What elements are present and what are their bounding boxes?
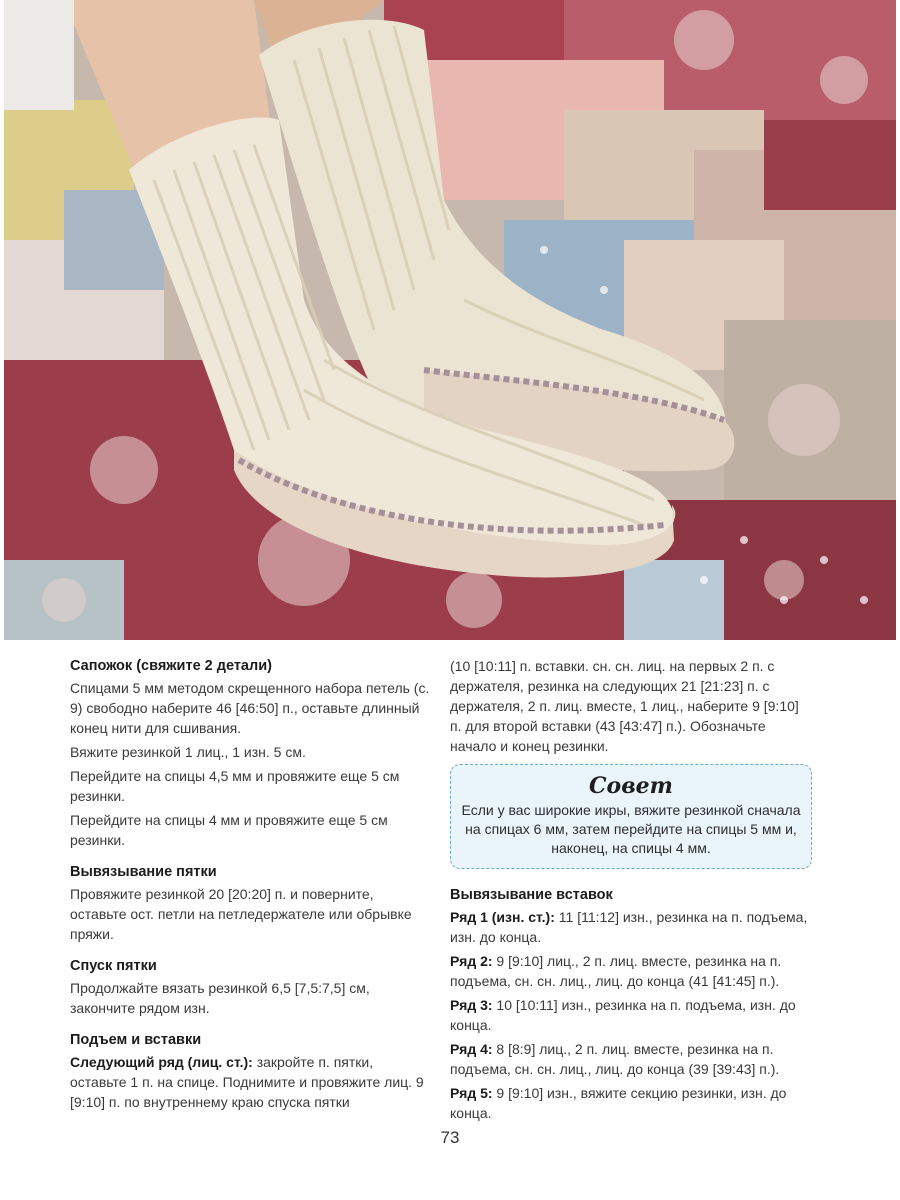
tip-box	[450, 764, 812, 869]
paragraph	[70, 1052, 430, 1112]
row-text: 8 [8:9] лиц., 2 п. лиц. вместе, резинка на п. подъема, сн. сн. лиц., лиц. до конца (39 [39:43] п.).	[450, 1041, 780, 1077]
left-column	[70, 656, 430, 1116]
section-title-heel: Вывязывание пятки	[70, 864, 217, 880]
paragraph: Продолжайте вязать резинкой 6,5 [7,5:7,5] см, закончите рядом изн.	[70, 980, 370, 1016]
row-text: 10 [10:11] изн., резинка на п. подъема, изн. до конца.	[450, 997, 796, 1033]
photo-illustration	[4, 0, 896, 640]
tip-title: Совет	[589, 773, 673, 799]
row-label: Ряд 2:	[450, 953, 493, 969]
section-title-boot: Сапожок (свяжите 2 детали)	[70, 658, 272, 674]
row-text: 9 [9:10] лиц., 2 п. лиц. вместе, резинка на п. подъема, сн. сн. лиц., лиц. до конца (41 [41:45] п.).	[450, 953, 782, 989]
row-1	[450, 907, 812, 947]
tip-text: Если у вас широкие икры, вяжите резинкой сначала на спицах 6 мм, затем перейдите на спицы 5 мм и, наконец, на спицы 4 мм.	[461, 802, 801, 856]
section-title-heel-turn: Спуск пятки	[70, 958, 157, 974]
page-number: 73	[440, 1128, 460, 1147]
row-label: Ряд 3:	[450, 997, 493, 1013]
section-title-gussets: Вывязывание вставок	[450, 887, 613, 903]
row-text: 9 [9:10] изн., вяжите секцию резинки, изн. до конца.	[450, 1085, 787, 1121]
row-text: 11 [11:12] изн., резинка на п. подъема, изн. до конца.	[450, 909, 808, 945]
row-label: Ряд 1 (изн. ст.):	[450, 909, 555, 925]
paragraph: Спицами 5 мм методом скрещенного набора петель (с. 9) свободно наберите 46 [46:50] п., оставьте длинный конец нити для сшивания.	[70, 680, 430, 736]
row-text: закройте п. пятки, оставьте 1 п. на спице. Поднимите и провяжите лиц. 9 [9:10] п. по внутреннему краю спуска пятки	[70, 1054, 424, 1110]
row-label: Ряд 5:	[450, 1085, 493, 1101]
paragraph: Перейдите на спицы 4 мм и провяжите еще 5 см резинки.	[70, 812, 388, 848]
paragraph: (10 [10:11] п. вставки. сн. сн. лиц. на первых 2 п. с держателя, резинка на следующих 21 [21:23] п. с держателя, 2 п. лиц. вместе, 1 лиц., наберите 9 [9:10] п. для второй вставки (43 [43:47] п.). Обозначьте начало и конец резинки.	[450, 658, 799, 754]
row-4	[450, 1039, 812, 1079]
row-label: Ряд 4:	[450, 1041, 493, 1057]
row-label: Следующий ряд (лиц. ст.):	[70, 1054, 253, 1070]
row-2	[450, 951, 812, 991]
row-5	[450, 1083, 812, 1123]
section-title-instep: Подъем и вставки	[70, 1032, 202, 1048]
paragraph: Перейдите на спицы 4,5 мм и провяжите еще 5 см резинки.	[70, 768, 400, 804]
paragraph: Провяжите резинкой 20 [20:20] п. и поверните, оставьте ост. петли на петледержателе или обрывке пряжи.	[70, 886, 412, 942]
knitted-socks-photo	[4, 0, 896, 640]
paragraph: Вяжите резинкой 1 лиц., 1 изн. 5 см.	[70, 744, 306, 760]
row-3	[450, 995, 812, 1035]
right-column	[450, 656, 812, 1127]
